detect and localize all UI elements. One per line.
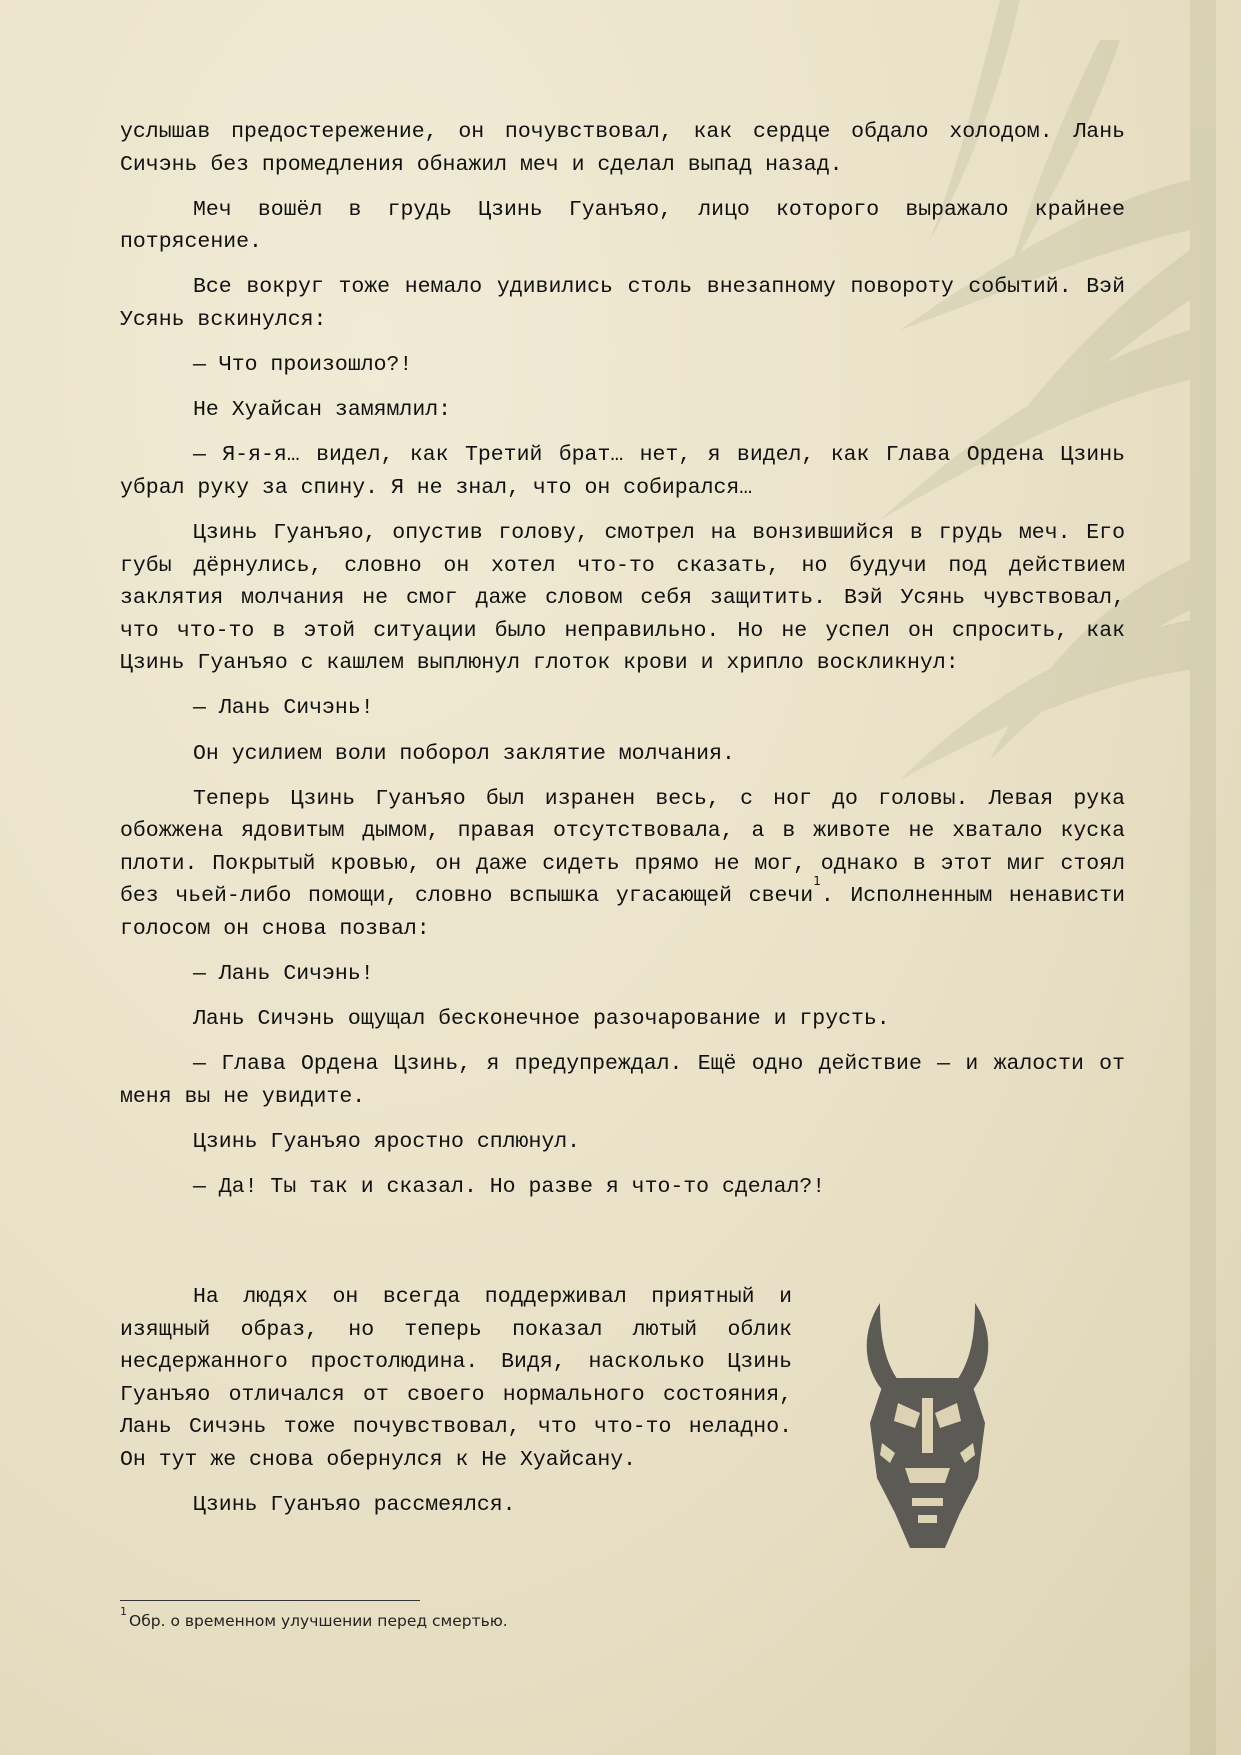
paragraph: Цзинь Гуанъяо яростно сплюнул. — [193, 1129, 581, 1154]
paragraph-text: Теперь Цзинь Гуанъяо был изранен весь, с ног до головы. Левая рука обожжена ядовитым дымом, правая отсутствовала, а в животе не хватало куска плоти. Покрытый кровью, он даже сидеть прямо не мог, однако в этот миг стоял без чьей-либо помощи, словно вспышка угасающей свечи — [120, 786, 1125, 909]
dialogue-line: — Да! Ты так и сказал. Но разве я что-то сделал?! — [193, 1175, 826, 1200]
paragraph: Цзинь Гуанъяо рассмеялся. — [193, 1493, 516, 1518]
footnote — [120, 1605, 508, 1631]
paragraph: Все вокруг тоже немало удивились столь внезапному повороту событий. Вэй Усянь вскинулся: — [120, 275, 1125, 332]
paragraph: Меч вошёл в грудь Цзинь Гуанъяо, лицо которого выражало крайнее потрясение. — [120, 197, 1125, 255]
paragraph-with-footnote — [120, 783, 1125, 946]
dialogue-line: — Что произошло?! — [193, 353, 413, 378]
dialogue-line: — Лань Сичэнь! — [193, 696, 374, 721]
paragraph: услышав предостережение, он почувствовал, как сердце обдало холодом. Лань Сичэнь без промедления обнажил меч и сделал выпад назад. — [120, 120, 1125, 177]
body-text-narrow — [120, 1281, 792, 1534]
paragraph: Цзинь Гуанъяо, опустив голову, смотрел на вонзившийся в грудь меч. Его губы дёрнулись, словно он хотел что-то сказать, но будучи под действием заклятия молчания не смог даже словом себя защитить. Вэй Усянь чувствовал, что что-то в этой ситуации было неправильно. Но не успел он спросить, как Цзинь Гуанъяо с кашлем выплюнул глоток крови и хрипло воскликнул: — [120, 520, 1125, 676]
dialogue-line: — Я-я-я… видел, как Третий брат… нет, я видел, как Глава Ордена Цзинь убрал руку за спину. Я не знал, что он собирался… — [120, 443, 1125, 500]
footnote-number: 1 — [120, 1605, 127, 1618]
dialogue-line: — Лань Сичэнь! — [193, 962, 374, 987]
demon-mask-icon — [860, 1303, 995, 1548]
footnote-divider — [120, 1600, 420, 1601]
body-text — [120, 116, 1125, 1216]
footnote-text: Обр. о временном улучшении перед смертью. — [129, 1612, 508, 1631]
paragraph: Не Хуайсан замямлил: — [193, 398, 452, 423]
paragraph: Лань Сичэнь ощущал бесконечное разочарование и грусть. — [193, 1007, 890, 1032]
paragraph-text: . Исполненным ненависти голосом он снова позвал: — [120, 884, 1125, 941]
paragraph: На людях он всегда поддерживал приятный и изящный образ, но теперь показал лютый облик несдержанного простолюдина. Видя, насколько Цзинь Гуанъяо отличался от своего нормального состояния, Лань Сичэнь тоже почувствовал, что что-то неладно. Он тут же снова обернулся к Не Хуайсану. — [120, 1285, 792, 1472]
footnote-marker: 1 — [813, 874, 821, 889]
paragraph: Он усилием воли поборол заклятие молчания. — [193, 741, 735, 766]
dialogue-line: — Глава Ордена Цзинь, я предупреждал. Ещё одно действие — и жалости от меня вы не увидите. — [120, 1052, 1125, 1109]
